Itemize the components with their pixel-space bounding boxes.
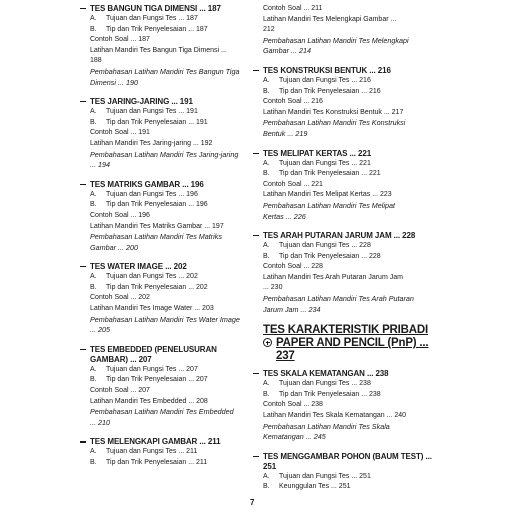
toc-subitem-text: Tujuan dan Fungsi Tes ... 228 <box>279 242 371 250</box>
page-number: 7 <box>250 498 255 507</box>
toc-section-title[interactable]: TES BANGUN TIGA DIMENSI ... 187 <box>90 4 256 14</box>
toc-practice-line: 212 <box>263 26 275 34</box>
toc-subitem-text: Keunggulan Tes ... 251 <box>279 483 351 491</box>
toc-subitem-marker: A. <box>90 190 97 198</box>
toc-subitem[interactable] <box>90 107 256 118</box>
toc-discussion-line: Pembahasan Latihan Mandiri Tes Melengkapi <box>263 35 409 45</box>
toc-subitem-text: Tujuan dan Fungsi Tes ... 216 <box>279 76 371 84</box>
toc-subitem-marker: B. <box>90 118 97 126</box>
toc-section <box>263 369 433 443</box>
toc-practice-line[interactable]: Latihan Mandiri Tes Matriks Gambar ... 197 <box>90 222 224 230</box>
toc-subitem-marker: B. <box>90 25 97 33</box>
toc-section-title[interactable]: TES MELENGKAPI GAMBAR ... 211 <box>90 437 256 447</box>
chapter-title-line2: PAPER AND PENCIL (PnP) ... 237 <box>276 337 429 363</box>
toc-subitem-text: Tujuan dan Fungsi Tes ... 211 <box>106 448 198 456</box>
toc-subitem[interactable] <box>90 200 256 211</box>
toc-subitem-text: Tip dan Trik Penyelesaian ... 196 <box>106 201 208 209</box>
toc-section-title[interactable]: TES JARING-JARING ... 191 <box>90 97 256 107</box>
toc-subitem-text: Tujuan dan Fungsi Tes ... 196 <box>106 190 198 198</box>
toc-section-title[interactable]: TES EMBEDDED (PENELUSURAN GAMBAR) ... 207 <box>90 345 256 365</box>
toc-discussion-line[interactable]: ... 210 <box>90 417 110 427</box>
toc-discussion-line[interactable]: Pembahasan Latihan Mandiri Tes Jaring-jaring <box>90 149 239 159</box>
toc-section-title[interactable]: TES SKALA KEMATANGAN ... 238 <box>263 369 433 379</box>
toc-discussion-line[interactable]: Pembahasan Latihan Mandiri Tes Water Image <box>90 314 240 324</box>
toc-section-title[interactable]: TES WATER IMAGE ... 202 <box>90 262 256 272</box>
toc-section-title[interactable]: TES KONSTRUKSI BENTUK ... 216 <box>263 66 433 76</box>
toc-practice-line[interactable]: Latihan Mandiri Tes Arah Putaran Jarum Jam <box>263 273 403 281</box>
toc-section <box>263 452 433 493</box>
toc-subitem-text: Tip dan Trik Penyelesaian ... 187 <box>106 25 208 33</box>
toc-section <box>90 262 256 336</box>
toc-example-line[interactable]: Contoh Soal ... 238 <box>263 401 323 409</box>
toc-section-title[interactable]: TES MELIPAT KERTAS ... 221 <box>263 149 433 159</box>
toc-discussion-line[interactable]: Pembahasan Latihan Mandiri Tes Konstruksi <box>263 118 406 128</box>
toc-subitem-marker: B. <box>90 283 97 291</box>
toc-subitem[interactable] <box>263 482 433 493</box>
toc-subitem[interactable] <box>90 375 256 386</box>
toc-subitem[interactable] <box>263 76 433 87</box>
toc-subitem-text: Tujuan dan Fungsi Tes ... 191 <box>106 108 198 116</box>
toc-subitem[interactable] <box>263 241 433 252</box>
toc-subitem-marker: A. <box>90 365 97 373</box>
toc-discussion-line[interactable]: Pembahasan Latihan Mandiri Tes Bangun Tiga <box>90 66 240 76</box>
toc-subitem[interactable] <box>263 87 433 98</box>
toc-subitem[interactable] <box>263 159 433 170</box>
plus-circle-icon <box>263 338 272 347</box>
toc-subitem[interactable] <box>90 190 256 201</box>
toc-discussion-line[interactable]: Pembahasan Latihan Mandiri Tes Arah Putaran <box>263 294 414 304</box>
toc-subitem[interactable] <box>90 118 256 129</box>
toc-left-column <box>90 4 256 478</box>
toc-subitem-text: Tujuan dan Fungsi Tes ... 187 <box>106 15 198 22</box>
toc-subitem-marker: B. <box>263 390 270 398</box>
toc-discussion-line[interactable]: ... 194 <box>90 160 110 170</box>
toc-subitem-text: Tujuan dan Fungsi Tes ... 221 <box>279 159 371 167</box>
toc-practice-line: Latihan Mandiri Tes Melengkapi Gambar ... <box>263 15 397 23</box>
toc-section <box>90 180 256 254</box>
toc-subitem-text: Tujuan dan Fungsi Tes ... 202 <box>106 273 198 281</box>
toc-discussion-line[interactable]: Pembahasan Latihan Mandiri Tes Embedded <box>90 407 234 417</box>
toc-subitem-text: Tip dan Trik Penyelesaian ... 202 <box>106 283 208 291</box>
toc-practice-line[interactable]: 188 <box>90 57 102 65</box>
toc-practice-line[interactable]: Latihan Mandiri Tes Embedded ... 208 <box>90 397 208 405</box>
toc-subitem-marker: A. <box>90 448 97 456</box>
toc-subitem-marker: B. <box>263 87 270 95</box>
toc-discussion-line: Gambar ... 214 <box>263 46 311 56</box>
toc-practice-line[interactable]: Latihan Mandiri Tes Image Water ... 203 <box>90 305 214 313</box>
toc-subitem[interactable] <box>90 14 256 25</box>
toc-subitem-marker: B. <box>263 170 270 178</box>
toc-subitem[interactable] <box>263 472 433 483</box>
toc-example-line[interactable]: Contoh Soal ... 191 <box>90 129 150 137</box>
toc-discussion-line[interactable]: Pembahasan Latihan Mandiri Tes Melipat <box>263 200 395 210</box>
chapter-title-line2-wrap <box>263 337 433 363</box>
chapter-title-line1: TES KARAKTERISTIK PRIBADI <box>263 324 428 337</box>
toc-practice-line[interactable]: ... 230 <box>263 284 283 292</box>
toc-continuation <box>263 4 433 57</box>
toc-right-column <box>263 4 433 502</box>
toc-example-line: Contoh Soal ... 211 <box>263 5 323 12</box>
toc-section <box>263 149 433 223</box>
toc-discussion-line[interactable]: Kertas ... 226 <box>263 211 306 221</box>
toc-discussion-line[interactable]: Gambar ... 200 <box>90 242 138 252</box>
toc-practice-line[interactable]: Latihan Mandiri Tes Konstruksi Bentuk ... 217 <box>263 108 404 116</box>
toc-subitem-text: Tip dan Trik Penyelesaian ... 221 <box>279 170 381 178</box>
toc-subitem-marker: A. <box>90 108 97 116</box>
toc-subitem-marker: A. <box>263 472 270 480</box>
toc-subitem-marker: A. <box>90 15 97 22</box>
toc-subitem[interactable] <box>90 272 256 283</box>
toc-subitem-marker: A. <box>263 242 270 250</box>
toc-subitem-text: Tujuan dan Fungsi Tes ... 207 <box>106 365 198 373</box>
toc-section <box>90 4 256 88</box>
toc-example-line[interactable]: Contoh Soal ... 202 <box>90 294 150 302</box>
toc-subitem[interactable] <box>90 25 256 36</box>
toc-subitem[interactable] <box>263 252 433 263</box>
toc-discussion-line[interactable]: Jarum Jam ... 234 <box>263 304 321 314</box>
toc-subitem-text: Tip dan Trik Penyelesaian ... 207 <box>106 376 208 384</box>
toc-subitem-marker: B. <box>263 483 270 491</box>
toc-subitem-marker: B. <box>90 201 97 209</box>
toc-discussion-line[interactable]: Bentuk ... 219 <box>263 128 308 138</box>
toc-discussion-line[interactable]: Pembahasan Latihan Mandiri Tes Matriks <box>90 232 222 242</box>
toc-subitem-text: Tip dan Trik Penyelesaian ... 191 <box>106 118 208 126</box>
toc-example-line[interactable]: Contoh Soal ... 207 <box>90 387 150 395</box>
toc-discussion-line[interactable]: ... 205 <box>90 325 110 335</box>
toc-subitem-marker: A. <box>263 76 270 84</box>
toc-subitem[interactable] <box>90 458 256 469</box>
toc-subitem-marker: B. <box>263 252 270 260</box>
toc-subitem-text: Tip dan Trik Penyelesaian ... 211 <box>106 459 208 466</box>
toc-discussion-line[interactable]: Dimensi ... 190 <box>90 77 138 87</box>
chapter-heading <box>263 324 433 363</box>
toc-subitem-text: Tujuan dan Fungsi Tes ... 251 <box>279 472 371 480</box>
toc-practice-line[interactable]: Latihan Mandiri Tes Bangun Tiga Dimensi ... <box>90 46 227 54</box>
toc-subitem-text: Tip dan Trik Penyelesaian ... 238 <box>279 390 381 398</box>
toc-subitem[interactable] <box>263 169 433 180</box>
toc-subitem-text: Tujuan dan Fungsi Tes ... 238 <box>279 380 371 388</box>
toc-example-line[interactable]: Contoh Soal ... 221 <box>263 180 323 188</box>
toc-practice-line[interactable]: Latihan Mandiri Tes Jaring-jaring ... 192 <box>90 139 213 147</box>
toc-practice-line[interactable]: Latihan Mandiri Tes Skala Kematangan ... 240 <box>263 412 407 420</box>
toc-section-title[interactable]: TES ARAH PUTARAN JARUM JAM ... 228 <box>263 231 433 241</box>
toc-example-line[interactable]: Contoh Soal ... 187 <box>90 36 150 44</box>
toc-subitem[interactable] <box>263 379 433 390</box>
toc-subitem[interactable] <box>263 390 433 401</box>
toc-subitem-marker: B. <box>90 459 97 466</box>
toc-subitem-text: Tip dan Trik Penyelesaian ... 216 <box>279 87 381 95</box>
toc-section <box>90 437 256 468</box>
toc-subitem-marker: A. <box>90 273 97 281</box>
toc-subitem-text: Tip dan Trik Penyelesaian ... 228 <box>279 252 381 260</box>
toc-section-title[interactable]: TES MENGGAMBAR POHON (BAUM TEST) ... 251 <box>263 451 432 471</box>
toc-section-title[interactable]: TES MATRIKS GAMBAR ... 196 <box>90 180 256 190</box>
toc-subitem-marker: B. <box>90 376 97 384</box>
toc-discussion-line[interactable]: Kematangan ... 245 <box>263 432 326 442</box>
toc-example-line[interactable]: Contoh Soal ... 228 <box>263 263 323 271</box>
toc-practice-line[interactable]: Latihan Mandiri Tes Melipat Kertas ... 223 <box>263 191 392 199</box>
toc-subitem[interactable] <box>90 283 256 294</box>
toc-subitem[interactable] <box>90 447 256 458</box>
toc-section <box>90 345 256 429</box>
toc-subitem-marker: A. <box>263 380 270 388</box>
toc-discussion-line[interactable]: Pembahasan Latihan Mandiri Tes Skala <box>263 421 390 431</box>
toc-section <box>263 66 433 140</box>
toc-subitem-marker: A. <box>263 159 270 167</box>
toc-section <box>263 231 433 315</box>
toc-example-line[interactable]: Contoh Soal ... 196 <box>90 211 150 219</box>
toc-subitem[interactable] <box>90 365 256 376</box>
toc-example-line[interactable]: Contoh Soal ... 216 <box>263 98 323 106</box>
toc-section <box>90 97 256 171</box>
